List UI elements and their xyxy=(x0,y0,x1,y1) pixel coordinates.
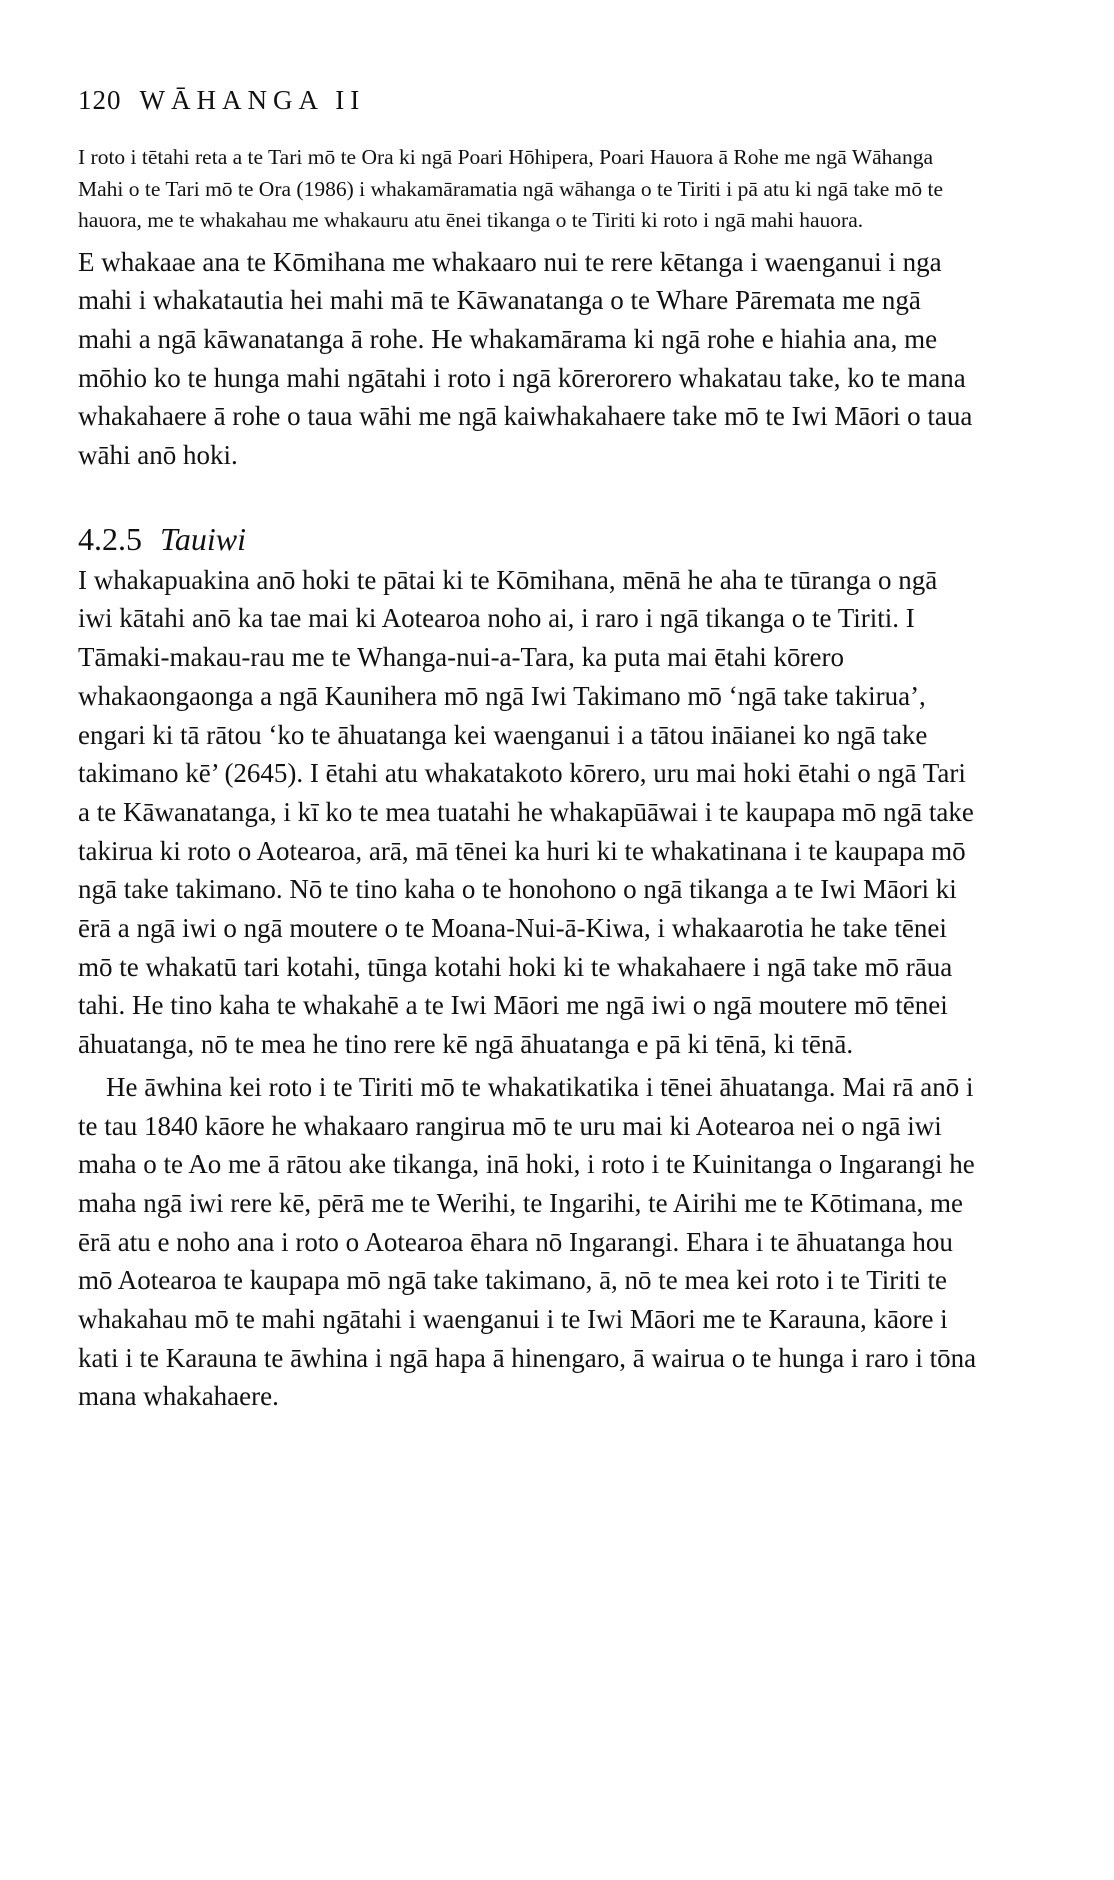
page-number: 120 xyxy=(78,85,122,115)
quoted-letter-excerpt: I roto i tētahi reta a te Tari mō te Ora ki ngā Poari Hōhipera, Poari Hauora ā Rohe me ngā Wāhanga Mahi o te Tari mō te Ora (1986) i whakamāramatia ngā wāhanga o te Tiriti i pā atu ki ngā take mō te hauora, me te whakahau me whakauru atu ēnei tikanga o te Tiriti ki roto i ngā mahi hauora. xyxy=(78,145,944,232)
paragraph-tauiwi-question: I whakapuakina anō hoki te pātai ki te Kōmihana, mēnā he aha te tūranga o ngā iwi kātahi anō ka tae mai ki Aotearoa noho ai, i raro i ngā tikanga o te Tiriti. I Tāmaki-makau-rau me te Whanga-nui-a-Tara, ka puta mai ētahi kōrero whakaongaonga a ngā Kaunihera mō ngā Iwi Takimano mō ‘ngā take takirua’, engari ki tā rātou ‘ko te āhuatanga kei waenganui i a tātou ināianei ko ngā take takimano kē’ (2645). I ētahi atu whakatakoto kōrero, uru mai hoki ētahi o ngā Tari a te Kāwanatanga, i kī ko te mea tuatahi he whakapūāwai i te kaupapa mō ngā take takirua ki roto o Aotearoa, arā, mā tēnei ka huri ki te whakatinana i te kaupapa mō ngā take takimano. Nō te tino kaha o te honohono o ngā tikanga a te Iwi Māori ki ērā a ngā iwi o ngā moutere o te Moana-Nui-ā-Kiwa, i whakaarotia he take tēnei mō te whakatū tari kotahi, tūnga kotahi hoki ki te whakahaere i ngā take mō rāua tahi. He tino kaha te whakahē a te Iwi Māori me ngā iwi o ngā moutere mō tēnei āhuatanga, nō te mea he tino rere kē ngā āhuatanga e pā ki tēnā, ki tēnā. xyxy=(78,564,974,1060)
running-head xyxy=(78,80,978,120)
paragraph-treaty-support: He āwhina kei roto i te Tiriti mō te whakatikatika i tēnei āhuatanga. Mai rā anō i te tau 1840 kāore he whakaaro rangirua mō te uru mai ki Aotearoa nei o ngā iwi maha o te Ao me ā rātou ake tikanga, inā hoki, i roto i te Kuinitanga o Ingarangi he maha ngā iwi rere kē, pērā me te Werihi, te Ingarihi, te Airihi me te Kōtimana, me ērā atu e noho ana i roto o Aotearoa ēhara nō Ingarangi. Ehara i te āhuatanga hou mō Aotearoa te kaupapa mō ngā take takimano, ā, nō te mea kei roto i te Tiriti te whakahau mō te mahi ngātahi i waenganui i te Iwi Māori me te Karauna, kāore i kati i te Karauna te āwhina i ngā hapa ā hinengaro, ā wairua o te hunga i raro i tōna mana whakahaere. xyxy=(78,1071,977,1412)
chapter-title: WĀHANGA II xyxy=(139,85,366,115)
paragraph-commission-agreement: E whakaae ana te Kōmihana me whakaaro nui te rere kētanga i waenganui i nga mahi i whakatautia hei mahi mā te Kāwanatanga o te Whare Pāremata me ngā mahi a ngā kāwanatanga ā rohe. He whakamārama ki ngā rohe e hiahia ana, me mōhio ko te hunga mahi ngātahi i roto i ngā kōrerorero whakatau take, ko te mana whakahaere ā rohe o taua wāhi me ngā kaiwhakahaere take mō te Iwi Māori o taua wāhi anō hoki. xyxy=(78,246,973,471)
section-heading xyxy=(78,519,978,559)
book-page xyxy=(78,80,978,1416)
section-title: Tauiwi xyxy=(160,520,246,557)
section-number: 4.2.5 xyxy=(78,520,142,557)
